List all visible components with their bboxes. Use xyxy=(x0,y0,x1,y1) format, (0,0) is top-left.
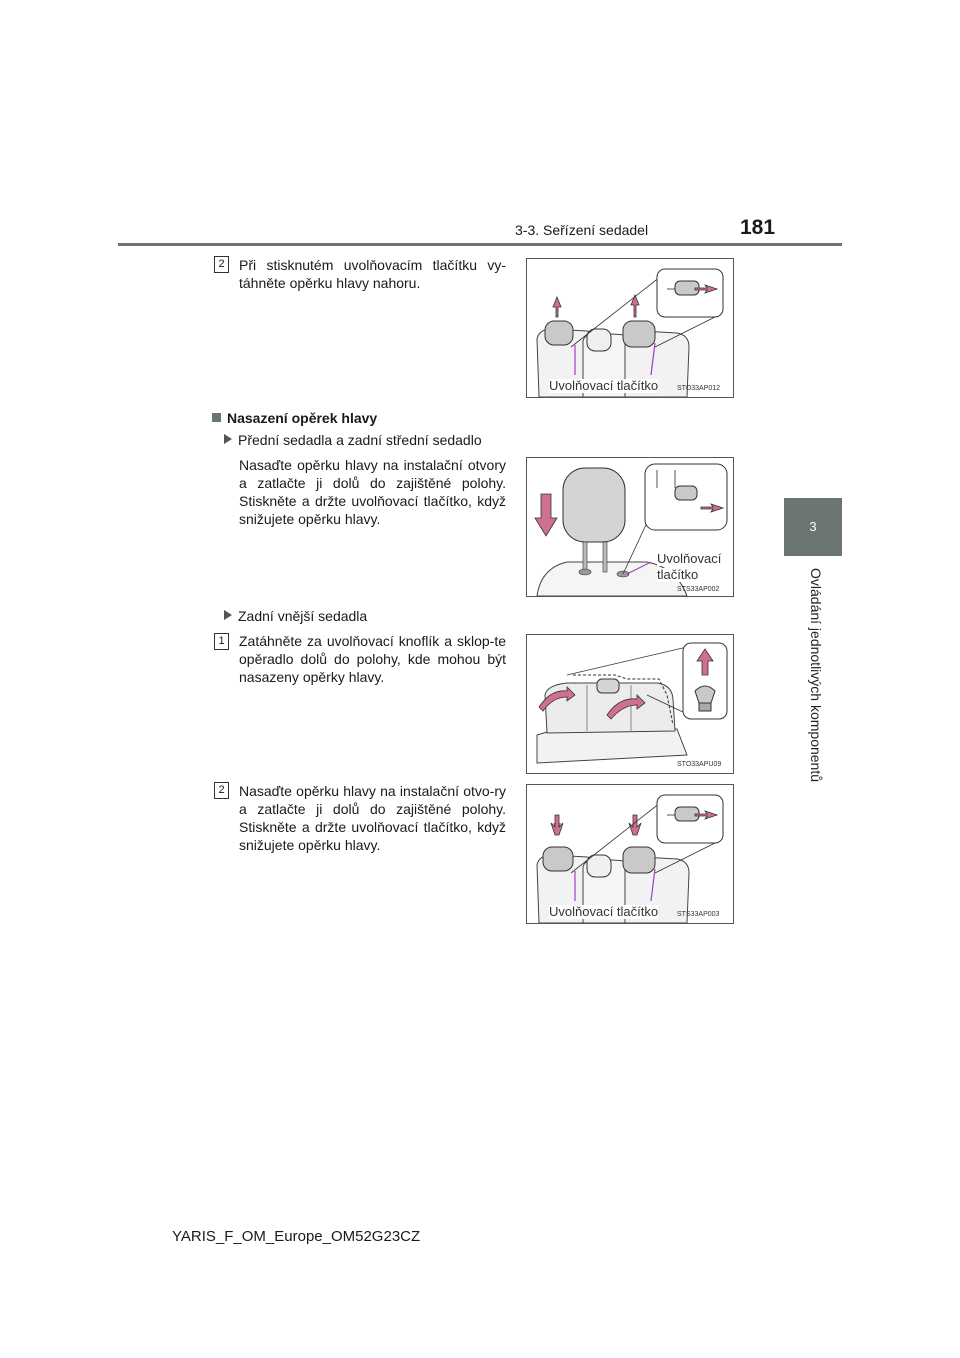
document-code: YARIS_F_OM_Europe_OM52G23CZ xyxy=(172,1228,421,1245)
headrest-install-rear-illustration xyxy=(527,785,733,923)
figure-headrest-install-rear xyxy=(526,784,734,924)
subheading-front-text: Přední sedadla a zadní střední sedadlo xyxy=(238,432,482,448)
step-2-text: Při stisknutém uvolňovacím tlačítku vy-táhněte opěrku hlavy nahoru. xyxy=(239,257,506,291)
subheading-rear-seats xyxy=(224,607,367,625)
step-badge-1: 1 xyxy=(214,633,229,650)
figure-id: STO33APU09 xyxy=(677,761,722,768)
figure-headrest-install-front xyxy=(526,457,734,597)
chapter-tab: 3 xyxy=(784,498,842,556)
section-heading-text: Nasazení opěrek hlavy xyxy=(227,410,378,426)
subheading-front-seats xyxy=(224,431,482,449)
rear-seat-fold-illustration xyxy=(527,635,733,773)
figure-rear-seat-fold xyxy=(526,634,734,774)
subheading-rear-text: Zadní vnější sedadla xyxy=(238,608,368,624)
release-button-label: Uvolňovací tlačítko xyxy=(549,904,659,919)
release-button-label: Uvolňovací tlačítko xyxy=(549,378,659,393)
release-button-label-line2: tlačítko xyxy=(657,567,699,582)
step-badge-2: 2 xyxy=(214,256,229,273)
step-1-text: Zatáhněte za uvolňovací knoflík a sklop-te opěradlo dolů do polohy, kde mohou být nasazeny opěrky hlavy. xyxy=(239,633,506,685)
figure-id: STO33AP012 xyxy=(677,385,721,392)
figure-id: STS33AP003 xyxy=(677,911,720,918)
step-badge-2b: 2 xyxy=(214,782,229,799)
front-seats-text: Nasaďte opěrku hlavy na instalační otvory a zatlačte ji dolů do zajištěné polohy. Stiskněte a držte uvolňovací tlačítko, když snižujete opěrku hlavy. xyxy=(239,457,506,527)
section-heading xyxy=(212,410,377,426)
triangle-bullet-icon xyxy=(224,610,232,620)
section-title: 3-3. Seřízení sedadel xyxy=(515,222,649,238)
headrest-removal-illustration xyxy=(527,259,733,397)
figure-id: STS33AP002 xyxy=(677,586,720,593)
step-2b-text: Nasaďte opěrku hlavy na instalační otvo-ry a zatlačte ji dolů do zajištěné polohy. Stiskněte a držte uvolňovací tlačítko, když snižujete opěrku hlavy. xyxy=(239,783,506,853)
page-number: 181 xyxy=(740,216,776,239)
figure-headrest-removal xyxy=(526,258,734,398)
bullet-square-icon xyxy=(212,413,221,422)
header-divider xyxy=(118,243,842,246)
release-button-label-line1: Uvolňovací xyxy=(657,551,722,566)
headrest-install-front-illustration xyxy=(527,458,733,596)
triangle-bullet-icon xyxy=(224,434,232,444)
chapter-title: Ovládání jednotlivých komponentů xyxy=(808,568,824,783)
